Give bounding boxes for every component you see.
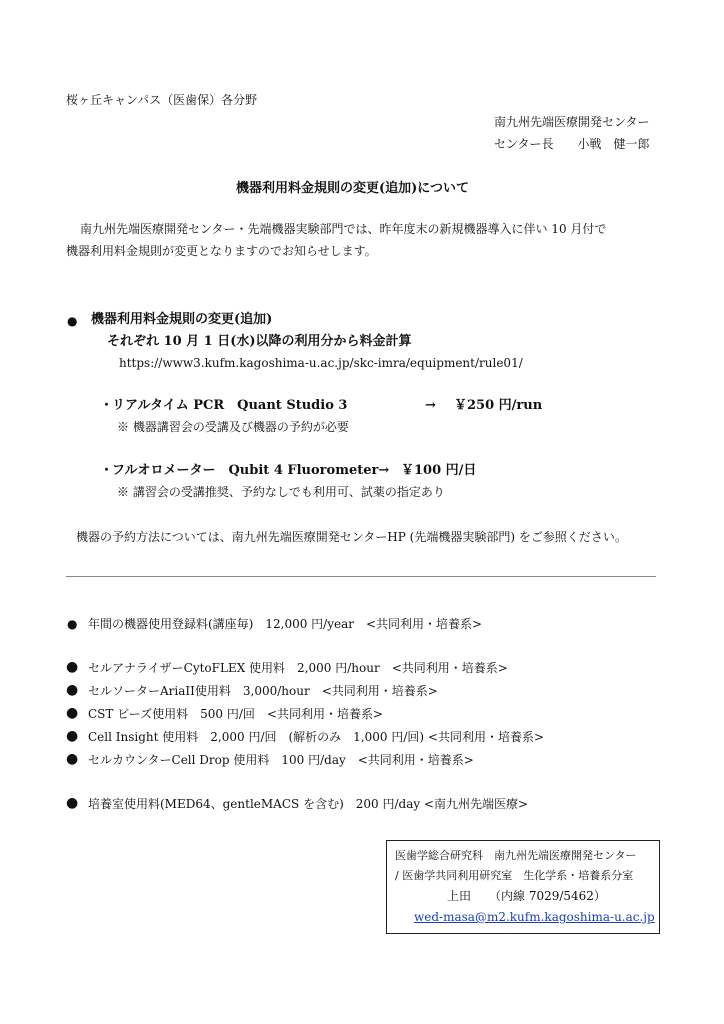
sender-org: 南九州先端医療開発センター (494, 115, 650, 129)
section-subheading: それぞれ 10 月 1 日(水)以降の利用分から料金計算 (107, 334, 412, 349)
fee-aria: セルソーターAriaII使用料 3,000/hour <共同利用・培養系> (88, 684, 438, 698)
sender-name: センター長 小戦 健一郎 (494, 137, 650, 151)
contact-box (386, 840, 660, 934)
item-pcr-price: ￥250 円/run (454, 398, 543, 413)
arrow-icon: → (425, 398, 436, 413)
intro-line-2: 機器利用料金規則が変更となりますのでお知らせします。 (66, 244, 377, 258)
recipient: 桜ヶ丘キャンパス（医歯保）各分野 (66, 93, 258, 107)
divider (66, 576, 656, 577)
document-title: 機器利用料金規則の変更(追加)について (236, 181, 470, 196)
contact-line-2: / 医歯学共同利用研究室 生化学系・培養系分室 (395, 869, 634, 882)
item-pcr-name: リアルタイム PCR Quant Studio 3 (112, 398, 348, 413)
bullet-icon: ● (66, 659, 79, 675)
bullet-icon: ● (66, 728, 79, 744)
contact-line-1: 医歯学総合研究科 南九州先端医療開発センター (395, 849, 637, 862)
contact-name: 上田 （内線 7029/5462） (447, 889, 606, 903)
bullet-icon: ● (66, 705, 79, 721)
section-heading: 機器利用料金規則の変更(追加) (91, 312, 273, 327)
item-qubit-price: ￥100 円/日 (401, 463, 477, 478)
rule-url[interactable]: https://www3.kufm.kagoshima-u.ac.jp/skc-imra/equipment/rule01/ (119, 356, 523, 370)
bullet-icon: ● (66, 682, 79, 698)
item-qubit-note: ※ 講習会の受講推奨、予約なしでも利用可、試薬の指定あり (117, 485, 445, 499)
fee-culture-room: 培養室使用料(MED64、gentleMACS を含む) 200 円/day <南九州先端医療> (88, 797, 529, 811)
item-pcr-note: ※ 機器講習会の受講及び機器の予約が必要 (117, 420, 349, 434)
contact-email-link[interactable]: wed-masa@m2.kufm.kagoshima-u.ac.jp (414, 910, 655, 924)
bullet-icon: ● (67, 617, 78, 631)
bullet-icon: ● (66, 751, 79, 767)
bullet-icon: ● (66, 795, 79, 811)
fee-cell-insight: Cell Insight 使用料 2,000 円/回 (解析のみ 1,000 円/回) <共同利用・培養系> (88, 730, 544, 744)
fee-cst-beads: CST ビーズ使用料 500 円/回 <共同利用・培養系> (88, 707, 384, 721)
fee-annual: 年間の機器使用登録料(講座毎) 12,000 円/year <共同利用・培養系> (88, 617, 483, 631)
fee-cytoflex: セルアナライザーCytoFLEX 使用料 2,000 円/hour <共同利用・培養系> (88, 661, 508, 675)
item-dot: ・ (100, 398, 114, 413)
bullet-icon: ● (67, 314, 78, 328)
item-qubit-name: フルオロメーター Qubit 4 Fluorometer→ (112, 463, 390, 478)
intro-line-1: 南九州先端医療開発センター・先端機器実験部門では、昨年度末の新規機器導入に伴い 10 月付で (80, 222, 607, 236)
reservation-note: 機器の予約方法については、南九州先端医療開発センターHP (先端機器実験部門) をご参照ください。 (76, 530, 627, 544)
fee-cell-drop: セルカウンターCell Drop 使用料 100 円/day <共同利用・培養系> (88, 753, 474, 767)
item-dot: ・ (100, 463, 114, 478)
